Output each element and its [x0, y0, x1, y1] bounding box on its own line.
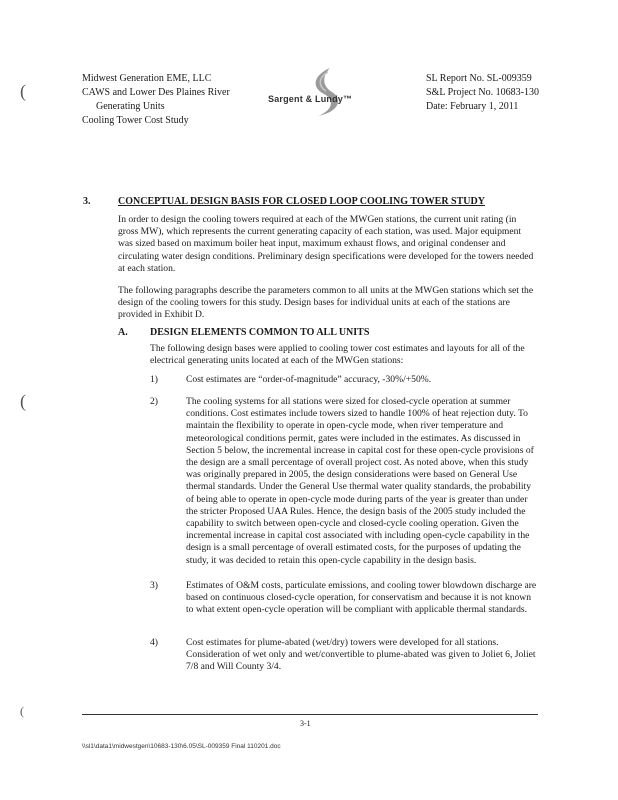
- footer-divider: [82, 714, 538, 715]
- header-left-block: [82, 72, 230, 128]
- section-paragraph: In order to design the cooling towers required at each of the MWGen stations, the current unit rating (in gross MW), which represents the current generating capacity of each station, was used. Major equipment was sized based on maximum boiler heat input, maximum exhaust flows, and original condenser and circulating water design conditions. Preliminary design specifications were developed for the towers needed at each station.: [118, 214, 534, 274]
- section-paragraph: The following paragraphs describe the parameters common to all units at the MWGen stations which set the design of the cooling towers for this study. Design bases for individual units at each of the stations are provided in Exhibit D.: [118, 285, 534, 321]
- file-path: \\sl1\data1\midwestgen\10683-130\6.05\SL-009359 Final 110201.doc: [82, 743, 281, 750]
- list-item-text: Cost estimates are “order-of-magnitude” accuracy, -30%/+50%.: [186, 374, 432, 385]
- header-right-block: [426, 72, 539, 114]
- header-company: Midwest Generation EME, LLC: [82, 73, 212, 84]
- section-number: 3.: [83, 196, 91, 207]
- logo-wordmark: Sargent & Lundy™: [268, 94, 353, 104]
- list-item-number: 4): [150, 637, 158, 648]
- project-number: S&L Project No. 10683-130: [426, 87, 539, 98]
- list-item-number: 3): [150, 580, 158, 591]
- sargent-lundy-logo-icon: [268, 66, 388, 118]
- section-title: CONCEPTUAL DESIGN BASIS FOR CLOSED LOOP COOLING TOWER STUDY: [118, 196, 485, 207]
- list-item-text: Cost estimates for plume-abated (wet/dry) towers were developed for all stations. Consideration of wet only and wet/convertible to plume-abated was given to Joliet 6, Joliet 7/8 and Will County 3/4.: [186, 637, 536, 673]
- report-date: Date: February 1, 2011: [426, 101, 519, 112]
- list-item-text: Estimates of O&M costs, particulate emissions, and cooling tower blowdown discharge are based on continuous closed-cycle operation, for conservatism and because it is not known to what extent open-cycle operation will be compliant with applicable thermal standards.: [186, 580, 537, 616]
- list-item-number: 1): [150, 374, 158, 385]
- subsection-intro: The following design bases were applied to cooling tower cost estimates and layouts for all of the electrical generating units located at each of the MWGen stations:: [150, 343, 525, 367]
- report-number: SL Report No. SL-009359: [426, 73, 532, 84]
- subsection-title: DESIGN ELEMENTS COMMON TO ALL UNITS: [150, 327, 370, 338]
- header-units: Generating Units: [96, 101, 165, 112]
- header-facility: CAWS and Lower Des Plaines River: [82, 87, 230, 98]
- binder-mark: (: [20, 81, 26, 101]
- subsection-letter: A.: [118, 327, 128, 338]
- list-item-text: The cooling systems for all stations were sized for closed-cycle operation at summer conditions. Cost estimates include towers sized to handle 100% of heat rejection duty. To maintain the flexibility to operate in open-cycle mode, when river temperature and meteorological conditions permit, gates were included in the estimates. As discussed in Section 5 below, the incremental increase in capital cost for these open-cycle provisions of the design are a small percentage of overall project cost. As noted above, when this study was originally prepared in 2005, the design considerations were based on General Use thermal standards. Under the General Use thermal water quality standards, the probability of being able to operate in open-cycle mode during parts of the year is greater than under the stricter Proposed UAA Rules. Hence, the design basis of the 2005 study included the capability to switch between open-cycle and closed-cycle cooling operation. Given the incremental increase in capital cost associated with including open-cycle capability in the design is a small percentage of overall estimated costs, for the purposes of updating the study, it was decided to retain this open-cycle capability in the design basis.: [186, 396, 534, 566]
- binder-mark: (: [20, 391, 26, 411]
- header-study: Cooling Tower Cost Study: [82, 115, 189, 126]
- list-item-number: 2): [150, 396, 158, 407]
- binder-mark: (: [20, 704, 24, 718]
- page-number: 3-1: [300, 719, 311, 728]
